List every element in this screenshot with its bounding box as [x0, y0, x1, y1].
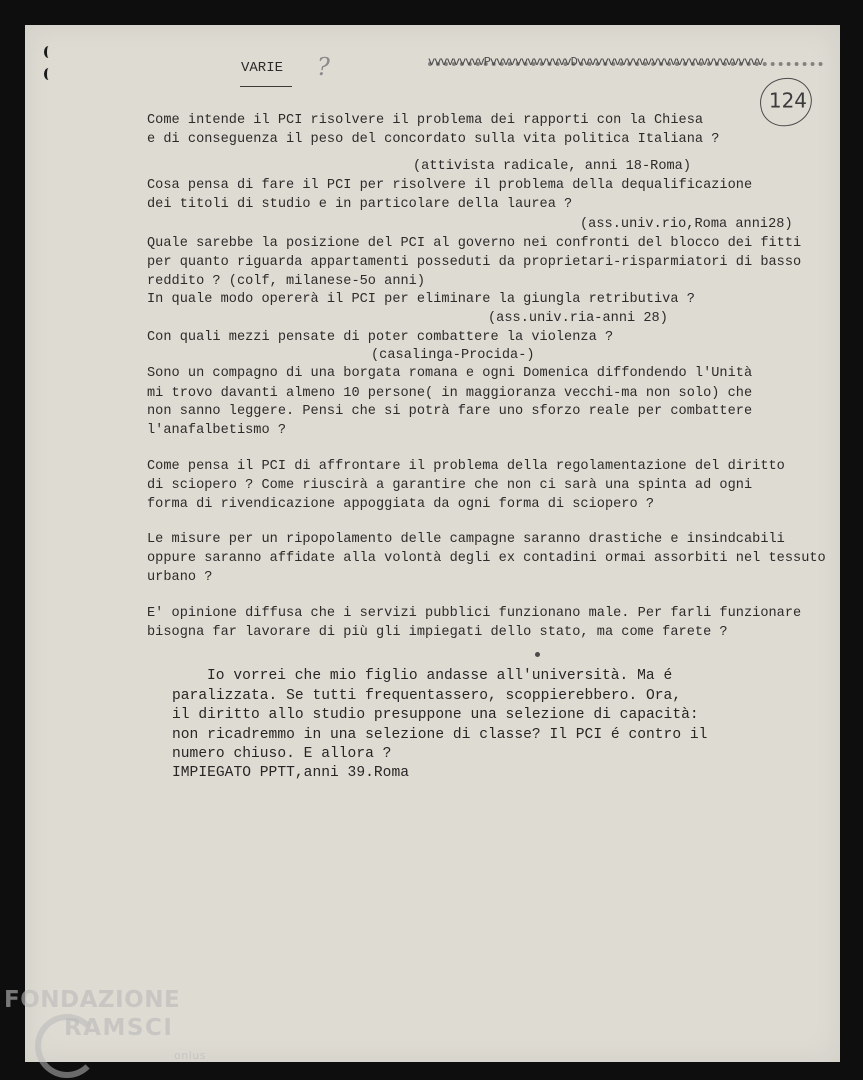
ink-spot — [535, 652, 540, 657]
text-line: forma di rivendicazione appoggiata da ogni forma di sciopero ? — [147, 497, 655, 512]
text-line: per quanto riguarda appartamenti posseduti da proprietari-risparmiatori di basso — [147, 255, 802, 270]
text-line: Sono un compagno di una borgata romana e ogni Domenica diffondendo l'Unità — [147, 366, 753, 381]
quote-line: il diritto allo studio presuppone una selezione di capacità: — [172, 707, 699, 723]
strike-through-line — [428, 62, 823, 66]
document-page — [25, 25, 840, 1062]
text-line: l'anafalbetismo ? — [147, 423, 287, 438]
quote-line: non ricadremmo in una selezione di classe? Il PCI é contro il — [172, 727, 708, 743]
text-line: di sciopero ? Come riuscirà a garantire che non ci sarà una spinta ad ogni — [147, 478, 753, 493]
attribution: (ass.univ.ria-anni 28) — [488, 311, 668, 326]
text-line: In quale modo opererà il PCI per eliminare la giungla retributiva ? — [147, 292, 695, 307]
quote-line: Io vorrei che mio figlio andasse all'università. Ma é — [207, 668, 673, 684]
struck-out-text: vvvvvvvvvPvvvvvvvvvvvvvDvvvvvvvvvvvvvvvvvvvvvvvvvvvvvv — [428, 55, 763, 69]
text-line: Con quali mezzi pensate di poter combattere la violenza ? — [147, 330, 614, 345]
quote-line: paralizzata. Se tutti frequentassero, scoppierebbero. Ora, — [172, 688, 682, 704]
watermark-sub: onlus — [174, 1049, 206, 1062]
quote-signature: IMPIEGATO PPTT,anni 39.Roma — [172, 765, 409, 781]
text-line: Cosa pensa di fare il PCI per risolvere il problema della dequalificazione — [147, 178, 753, 193]
title-underline — [240, 86, 292, 87]
watermark-line2: RAMSCI — [64, 1015, 174, 1041]
text-line: urbano ? — [147, 570, 213, 585]
text-line: bisogna far lavorare di più gli impiegati dello stato, ma come farete ? — [147, 625, 728, 640]
text-line: Le misure per un ripopolamento delle campagne saranno drastiche e insindcabili — [147, 532, 785, 547]
text-line: dei titoli di studio e in particolare della laurea ? — [147, 197, 573, 212]
attribution: (ass.univ.rio,Roma anni28) — [580, 217, 793, 232]
page-number: 124 — [768, 88, 808, 113]
text-line: Come pensa il PCI di affrontare il problema della regolamentazione del diritto — [147, 459, 785, 474]
text-line: Come intende il PCI risolvere il problema dei rapporti con la Chiesa — [147, 113, 704, 128]
page-number-stamp — [757, 75, 815, 130]
attribution: (attivista radicale, anni 18-Roma) — [413, 159, 692, 174]
text-line: oppure saranno affidate alla volontà degli ex contadini ormai assorbiti nel tessuto — [147, 551, 826, 566]
text-line: mi trovo davanti almeno 10 persone( in maggioranza vecchi-ma non solo) che — [147, 386, 753, 401]
text-line: E' opinione diffusa che i servizi pubblici funzionano male. Per farli funzionare — [147, 606, 802, 621]
quote-line: numero chiuso. E allora ? — [172, 746, 392, 762]
watermark-line1: FONDAZIONE — [4, 987, 181, 1013]
text-line: non sanno leggere. Pensi che si potrà fare uno sforzo reale per combattere — [147, 404, 753, 419]
text-line: e di conseguenza il peso del concordato sulla vita politica Italiana ? — [147, 132, 720, 147]
page-title: VARIE — [241, 60, 284, 76]
text-line: reddito ? (colf, milanese-5o anni) — [147, 274, 426, 289]
text-line: Quale sarebbe la posizione del PCI al governo nei confronti del blocco dei fitti — [147, 236, 802, 251]
attribution: (casalinga-Procida-) — [371, 348, 535, 363]
handwritten-question-mark: ? — [317, 53, 330, 81]
punch-holes — [42, 46, 52, 86]
